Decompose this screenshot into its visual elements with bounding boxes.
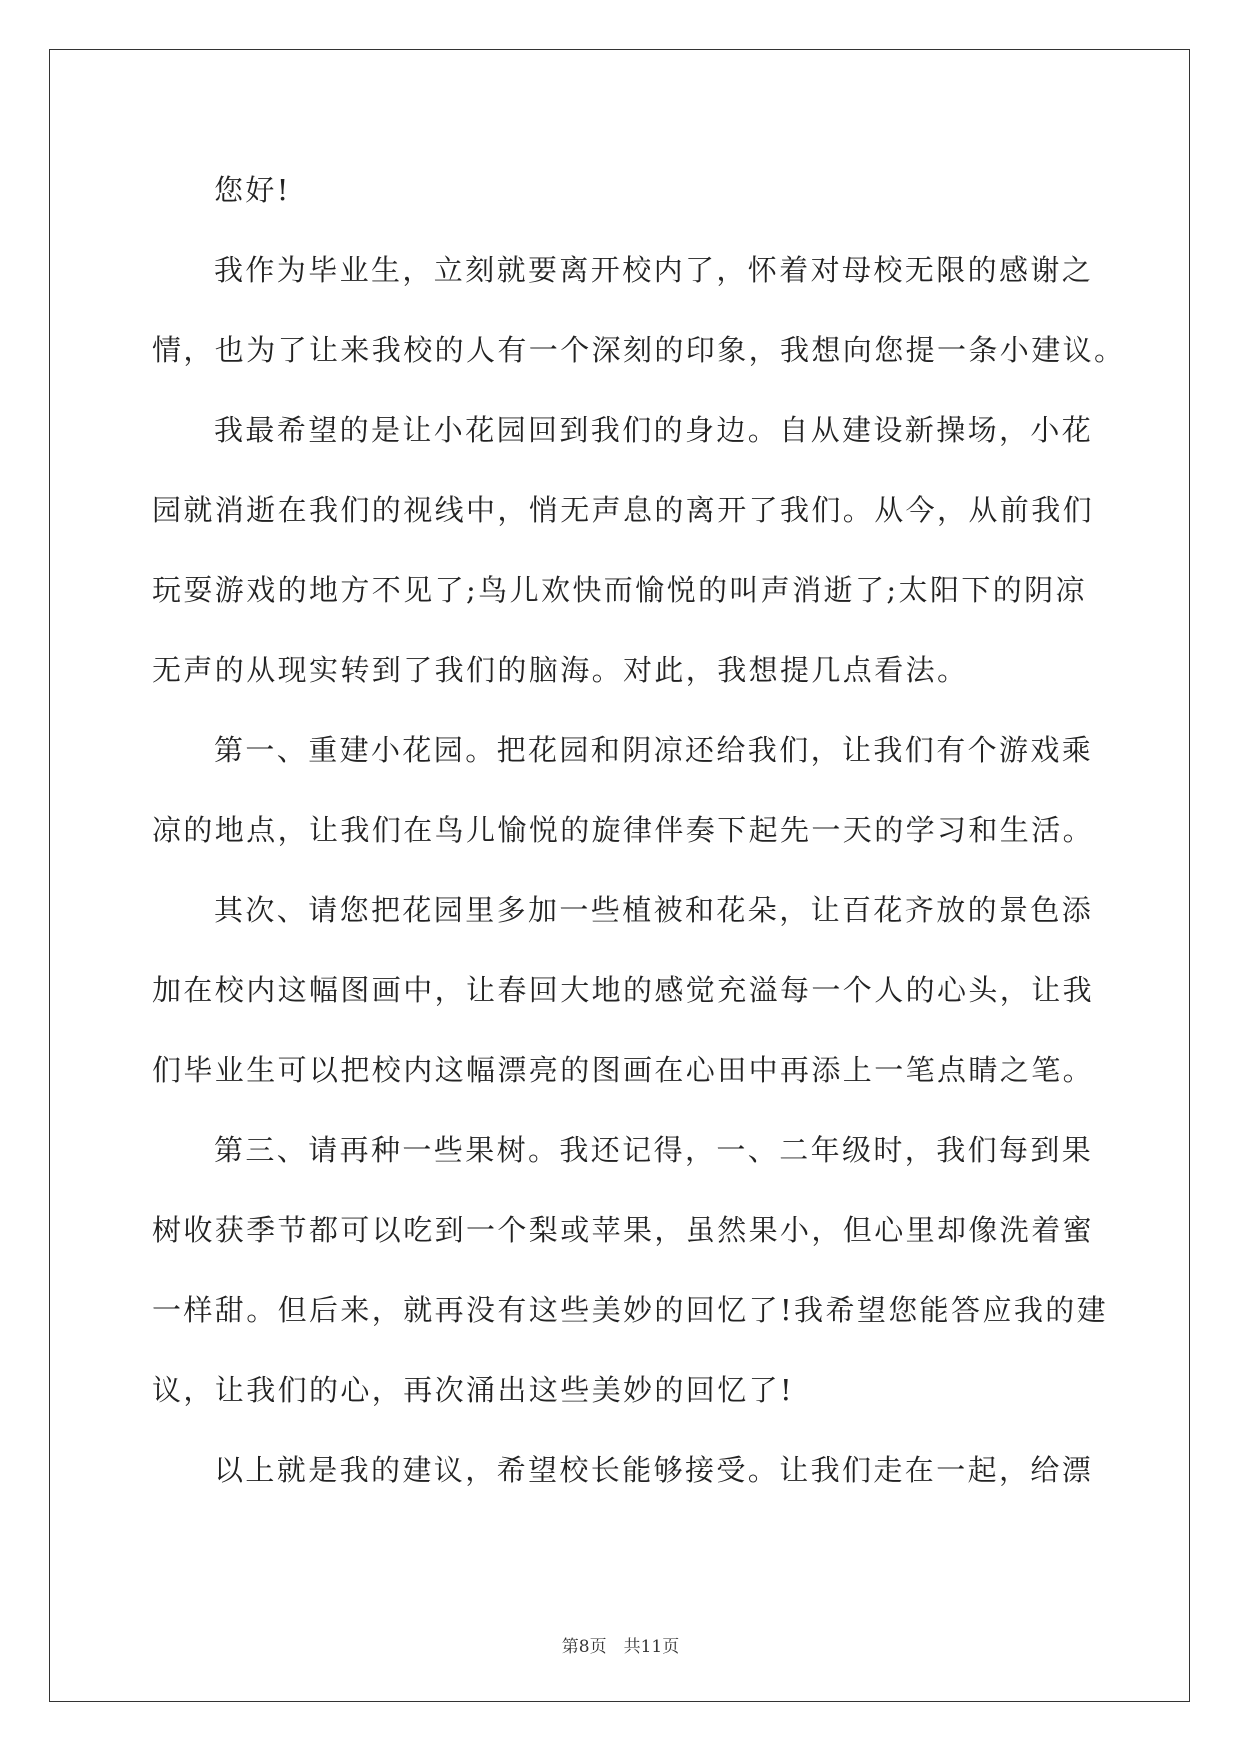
text-line: 园就消逝在我们的视线中，悄无声息的离开了我们。从今，从前我们: [152, 493, 1095, 527]
text-line: 情，也为了让来我校的人有一个深刻的印象，我想向您提一条小建议。: [152, 333, 1126, 367]
text-line: 玩耍游戏的地方不见了;鸟儿欢快而愉悦的叫声消逝了;太阳下的阴凉: [152, 573, 1087, 607]
text-line: 们毕业生可以把校内这幅漂亮的图画在心田中再添上一笔点睛之笔。: [152, 1053, 1095, 1087]
text-line: 树收获季节都可以吃到一个梨或苹果，虽然果小，但心里却像洗着蜜: [152, 1213, 1095, 1247]
text-line: 其次、请您把花园里多加一些植被和花朵，让百花齐放的景色添: [214, 893, 1094, 927]
text-line: 加在校内这幅图画中，让春回大地的感觉充溢每一个人的心头，让我: [152, 973, 1095, 1007]
text-line: 第一、重建小花园。把花园和阴凉还给我们，让我们有个游戏乘: [214, 733, 1094, 767]
text-line: 我最希望的是让小花园回到我们的身边。自从建设新操场，小花: [214, 413, 1094, 447]
text-line: 第三、请再种一些果树。我还记得，一、二年级时，我们每到果: [214, 1133, 1094, 1167]
text-line: 以上就是我的建议，希望校长能够接受。让我们走在一起，给漂: [214, 1453, 1094, 1487]
text-line: 我作为毕业生，立刻就要离开校内了，怀着对母校无限的感谢之: [214, 253, 1094, 287]
page-number-footer: 第8页 共11页: [561, 1637, 680, 1657]
text-line: 凉的地点，让我们在鸟儿愉悦的旋律伴奏下起先一天的学习和生活。: [152, 813, 1095, 847]
text-line: 议，让我们的心，再次涌出这些美妙的回忆了!: [152, 1373, 795, 1407]
text-line: 无声的从现实转到了我们的脑海。对此，我想提几点看法。: [152, 653, 969, 687]
text-line: 您好!: [214, 173, 291, 207]
text-line: 一样甜。但后来，就再没有这些美妙的回忆了!我希望您能答应我的建: [152, 1293, 1109, 1327]
document-body: [152, 160, 1126, 1520]
